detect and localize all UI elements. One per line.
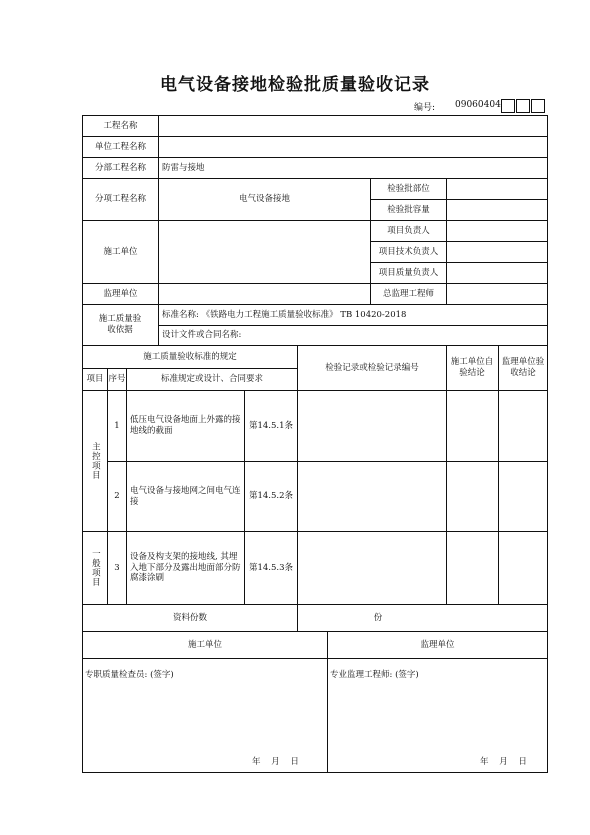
item-3-super[interactable]: [499, 532, 547, 604]
project-leader-field[interactable]: [447, 221, 547, 241]
supervisor-field[interactable]: [159, 284, 370, 304]
chief-supervisor-field[interactable]: [447, 284, 547, 304]
engineer-signature[interactable]: 专业监理工程师: (签字): [330, 670, 419, 680]
quality-leader-label: 项目质量负责人: [378, 267, 439, 278]
project-name-label: 工程名称: [103, 120, 138, 131]
design-docs-label: 设计文件或合同名称:: [162, 330, 242, 341]
item-1-super[interactable]: [499, 391, 547, 461]
item-project-value: 电气设备接地: [238, 194, 290, 205]
col-requirement: 标准规定或设计、合同要求: [160, 374, 263, 385]
standard-name: 标准名称: 《铁路电力工程施工质量验收标准》 TB 10420-2018: [162, 309, 407, 320]
item-3-req: 设备及构支架的接地线, 其埋入地下部分及露出地面部分防腐漆涂刷: [130, 552, 241, 584]
code-value: 09060404: [455, 100, 501, 110]
project-name-field[interactable]: [159, 116, 547, 136]
item-1-req: 低压电气设备地面上外露的接地线的截面: [130, 415, 241, 436]
item-3-no: 3: [114, 562, 120, 573]
footer-constructor: 施工单位: [187, 639, 222, 650]
batch-part-field[interactable]: [447, 179, 547, 199]
tech-leader-label: 项目技术负责人: [378, 246, 439, 257]
code-label: 编号:: [414, 103, 436, 113]
item-1-no: 1: [114, 420, 120, 431]
item-3-clause: 第14.5.3条: [248, 562, 294, 573]
batch-capacity-label: 检验批容量: [387, 204, 430, 215]
sub-project-label: 分部工程名称: [94, 162, 146, 173]
item-1-clause: 第14.5.1条: [248, 420, 294, 431]
item-2-clause: 第14.5.2条: [248, 491, 294, 502]
group-main-wrap: [83, 391, 107, 531]
item-project-label: 分项工程名称: [94, 194, 146, 205]
item-2-self[interactable]: [447, 462, 498, 531]
project-leader-label: 项目负责人: [387, 225, 430, 236]
supervisor-label: 监理单位: [103, 288, 138, 299]
col-no: 序号: [108, 374, 126, 385]
batch-capacity-field[interactable]: [447, 200, 547, 220]
group-general: 一般项目: [90, 549, 101, 587]
spec-header: 施工质量验收标准的规定: [143, 351, 237, 362]
item-2-req: 电气设备与接地网之间电气连接: [130, 485, 241, 507]
item-1-record[interactable]: [298, 391, 446, 461]
item-3-self[interactable]: [447, 532, 498, 604]
col-record: 检验记录或检验记录编号: [325, 362, 419, 373]
inspector-signature[interactable]: 专职质量检查员: (签字): [85, 670, 174, 680]
unit-project-label: 单位工程名称: [94, 141, 146, 152]
item-2-no: 2: [114, 491, 120, 502]
item-1-self[interactable]: [447, 391, 498, 461]
constructor-label: 施工单位: [103, 246, 138, 257]
constructor-date[interactable]: 年 月 日: [252, 757, 299, 767]
sub-project-value: 防雷与接地: [162, 162, 205, 173]
tech-leader-field[interactable]: [447, 242, 547, 262]
docs-unit: 份: [373, 612, 383, 623]
col-item: 项目: [86, 374, 104, 385]
item-3-record[interactable]: [298, 532, 446, 604]
supervisor-date[interactable]: 年 月 日: [480, 757, 527, 767]
footer-supervisor: 监理单位: [420, 639, 455, 650]
chief-supervisor-label: 总监理工程师: [382, 288, 434, 299]
item-2-record[interactable]: [298, 462, 446, 531]
item-2-super[interactable]: [499, 462, 547, 531]
col-supervisor-check: 监理单位验收结论: [501, 357, 545, 378]
col-self-check: 施工单位自验结论: [450, 357, 494, 378]
unit-project-field[interactable]: [159, 137, 547, 157]
constructor-field[interactable]: [159, 221, 370, 283]
batch-part-label: 检验批部位: [387, 183, 430, 194]
basis-label: 施工质量验收依据: [98, 314, 142, 335]
docs-count-label: 资料份数: [172, 612, 207, 623]
group-main: 主控项目: [90, 442, 101, 480]
quality-leader-field[interactable]: [447, 263, 547, 283]
page-title: 电气设备接地检验批质量验收记录: [160, 75, 430, 95]
group-general-wrap: [83, 532, 107, 604]
